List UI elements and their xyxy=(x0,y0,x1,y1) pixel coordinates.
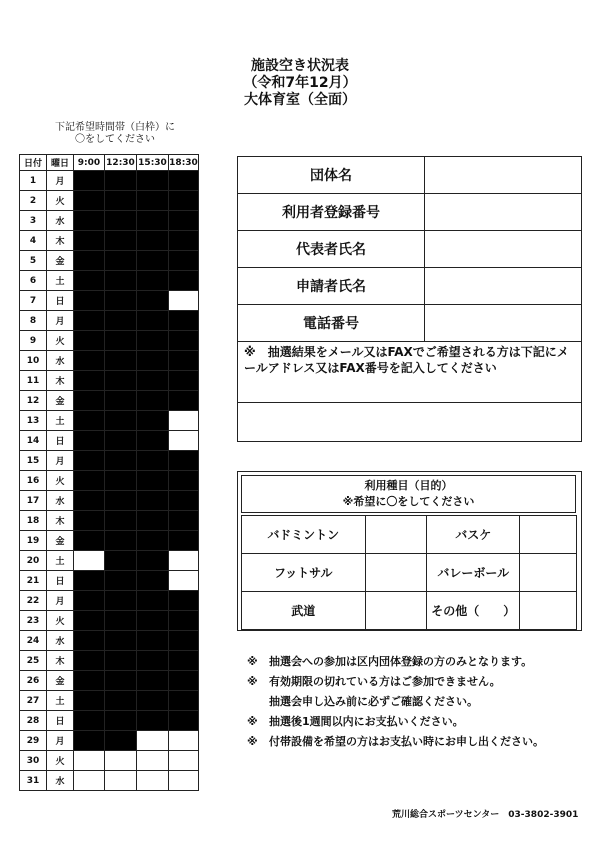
purpose-check-budo[interactable] xyxy=(365,592,427,630)
slot-booked xyxy=(105,251,137,271)
calendar-weekday: 金 xyxy=(47,391,74,411)
user-reg-no-label: 利用者登録番号 xyxy=(238,194,425,231)
calendar-row xyxy=(20,331,199,351)
calendar-weekday: 水 xyxy=(47,491,74,511)
slot-booked xyxy=(105,291,137,311)
slot-booked xyxy=(74,431,105,451)
calendar-column-header: 15:30 xyxy=(137,155,169,171)
slot-available[interactable] xyxy=(137,771,169,791)
slot-booked xyxy=(74,631,105,651)
calendar-date: 1 xyxy=(20,171,47,191)
purpose-table xyxy=(241,515,577,630)
calendar-date: 3 xyxy=(20,211,47,231)
calendar-date: 12 xyxy=(20,391,47,411)
calendar-date: 22 xyxy=(20,591,47,611)
slot-booked xyxy=(105,651,137,671)
calendar-date: 21 xyxy=(20,571,47,591)
calendar-date: 2 xyxy=(20,191,47,211)
slot-available[interactable] xyxy=(74,551,105,571)
calendar-weekday: 水 xyxy=(47,211,74,231)
slot-booked xyxy=(169,191,199,211)
calendar-weekday: 火 xyxy=(47,611,74,631)
calendar-weekday: 木 xyxy=(47,651,74,671)
slot-booked xyxy=(137,611,169,631)
calendar-date: 8 xyxy=(20,311,47,331)
purpose-check-basketball[interactable] xyxy=(520,516,577,554)
calendar-row xyxy=(20,631,199,651)
purpose-title: 利用種目（目的） xyxy=(364,479,453,492)
slot-booked xyxy=(137,431,169,451)
calendar-row xyxy=(20,271,199,291)
slot-booked xyxy=(74,691,105,711)
slot-booked xyxy=(169,531,199,551)
form-row-applicant-name xyxy=(238,268,582,305)
calendar-date: 15 xyxy=(20,451,47,471)
calendar-row xyxy=(20,171,199,191)
note-mark: ※ xyxy=(244,345,256,359)
slot-booked xyxy=(105,331,137,351)
slot-booked xyxy=(74,291,105,311)
purpose-label-other: その他（ ） xyxy=(427,592,520,630)
calendar-row xyxy=(20,551,199,571)
slot-booked xyxy=(105,311,137,331)
calendar-date: 10 xyxy=(20,351,47,371)
slot-booked xyxy=(74,371,105,391)
slot-booked xyxy=(105,411,137,431)
note-mark xyxy=(247,692,269,712)
note-text: 抽選会申し込み前に必ずご確認ください。 xyxy=(269,695,478,708)
contact-note xyxy=(238,342,582,403)
calendar-date: 31 xyxy=(20,771,47,791)
calendar-row xyxy=(20,411,199,431)
slot-booked xyxy=(74,651,105,671)
slot-booked xyxy=(169,651,199,671)
slot-booked xyxy=(137,351,169,371)
slot-booked xyxy=(74,451,105,471)
slot-booked xyxy=(169,631,199,651)
calendar-weekday: 月 xyxy=(47,171,74,191)
slot-booked xyxy=(74,211,105,231)
calendar-weekday: 土 xyxy=(47,691,74,711)
purpose-label-budo: 武道 xyxy=(242,592,366,630)
title-facility: 施設空き状況表 xyxy=(251,58,349,74)
slot-booked xyxy=(74,671,105,691)
slot-booked xyxy=(74,531,105,551)
slot-booked xyxy=(105,211,137,231)
calendar-date: 17 xyxy=(20,491,47,511)
note-item xyxy=(247,732,592,752)
note-text: 有効期限の切れている方はご参加できません。 xyxy=(269,675,501,688)
purpose-label-volleyball: バレーボール xyxy=(427,554,520,592)
calendar-row xyxy=(20,451,199,471)
calendar-row xyxy=(20,191,199,211)
slot-booked xyxy=(137,631,169,651)
slot-booked xyxy=(105,371,137,391)
calendar-column-header: 曜日 xyxy=(47,155,74,171)
slot-available[interactable] xyxy=(105,751,137,771)
slot-booked xyxy=(137,691,169,711)
calendar-date: 9 xyxy=(20,331,47,351)
slot-booked xyxy=(74,391,105,411)
slot-booked xyxy=(105,391,137,411)
applicant-name-label: 申請者氏名 xyxy=(238,268,425,305)
slot-booked xyxy=(169,711,199,731)
slot-booked xyxy=(74,471,105,491)
calendar-row xyxy=(20,351,199,371)
purpose-instruction: ※希望に〇をしてください xyxy=(342,495,475,508)
purpose-check-futsal[interactable] xyxy=(365,554,427,592)
calendar-weekday: 木 xyxy=(47,511,74,531)
slot-booked xyxy=(105,191,137,211)
rep-name-field[interactable] xyxy=(425,231,582,268)
calendar-row xyxy=(20,251,199,271)
calendar-date: 29 xyxy=(20,731,47,751)
slot-booked xyxy=(105,231,137,251)
calendar-weekday: 金 xyxy=(47,251,74,271)
note-text: 抽選結果をメール又はFAXでご希望される方は下記にメールアドレス又はFAX番号を記入してください xyxy=(244,345,569,375)
slot-booked xyxy=(137,671,169,691)
calendar-row xyxy=(20,371,199,391)
slot-booked xyxy=(169,391,199,411)
slot-booked xyxy=(105,491,137,511)
slot-booked xyxy=(137,711,169,731)
slot-booked xyxy=(169,211,199,231)
calendar-weekday: 土 xyxy=(47,411,74,431)
slot-booked xyxy=(137,251,169,271)
slot-booked xyxy=(74,171,105,191)
slot-booked xyxy=(74,731,105,751)
calendar-row xyxy=(20,611,199,631)
calendar-row xyxy=(20,231,199,251)
slot-booked xyxy=(169,171,199,191)
calendar-date: 28 xyxy=(20,711,47,731)
note-mark: ※ xyxy=(247,675,258,688)
calendar-date: 18 xyxy=(20,511,47,531)
calendar-weekday: 水 xyxy=(47,771,74,791)
slot-booked xyxy=(105,511,137,531)
slot-booked xyxy=(137,571,169,591)
slot-available[interactable] xyxy=(137,731,169,751)
slot-booked xyxy=(169,451,199,471)
slot-booked xyxy=(74,411,105,431)
purpose-label-badminton: バドミントン xyxy=(242,516,366,554)
calendar-weekday: 土 xyxy=(47,551,74,571)
calendar-row xyxy=(20,491,199,511)
slot-available[interactable] xyxy=(169,411,199,431)
calendar-weekday: 水 xyxy=(47,631,74,651)
note-text: 付帯設備を希望の方はお支払い時にお申し出ください。 xyxy=(269,735,544,748)
calendar-weekday: 月 xyxy=(47,591,74,611)
slot-available[interactable] xyxy=(74,771,105,791)
slot-booked xyxy=(105,531,137,551)
slot-booked xyxy=(137,371,169,391)
slot-booked xyxy=(74,491,105,511)
slot-available[interactable] xyxy=(169,291,199,311)
calendar-weekday: 火 xyxy=(47,191,74,211)
calendar-date: 5 xyxy=(20,251,47,271)
calendar-row xyxy=(20,591,199,611)
note-item xyxy=(247,672,592,692)
calendar-date: 24 xyxy=(20,631,47,651)
calendar-date: 27 xyxy=(20,691,47,711)
calendar-row xyxy=(20,471,199,491)
slot-booked xyxy=(105,431,137,451)
calendar-weekday: 木 xyxy=(47,231,74,251)
title-room: 大体育室（全面） xyxy=(244,92,356,108)
slot-available[interactable] xyxy=(137,751,169,771)
slot-available[interactable] xyxy=(105,771,137,791)
slot-booked xyxy=(74,351,105,371)
calendar-weekday: 日 xyxy=(47,571,74,591)
slot-booked xyxy=(169,371,199,391)
slot-booked xyxy=(169,271,199,291)
email-fax-field[interactable] xyxy=(238,403,582,442)
calendar-row xyxy=(20,671,199,691)
slot-booked xyxy=(74,331,105,351)
calendar-date: 11 xyxy=(20,371,47,391)
slot-booked xyxy=(169,231,199,251)
slot-booked xyxy=(105,671,137,691)
purpose-row-2 xyxy=(242,554,577,592)
slot-booked xyxy=(105,471,137,491)
slot-booked xyxy=(169,471,199,491)
slot-booked xyxy=(105,351,137,371)
calendar-date: 23 xyxy=(20,611,47,631)
calendar-row xyxy=(20,731,199,751)
calendar-row xyxy=(20,211,199,231)
calendar-weekday: 金 xyxy=(47,671,74,691)
group-name-field[interactable] xyxy=(425,157,582,194)
notes-list xyxy=(247,652,592,752)
calendar-header-row xyxy=(20,155,199,171)
calendar-weekday: 月 xyxy=(47,731,74,751)
slot-booked xyxy=(137,591,169,611)
purpose-label-futsal: フットサル xyxy=(242,554,366,592)
calendar-date: 13 xyxy=(20,411,47,431)
slot-booked xyxy=(74,271,105,291)
slot-booked xyxy=(105,451,137,471)
slot-booked xyxy=(137,231,169,251)
slot-booked xyxy=(137,651,169,671)
calendar-weekday: 木 xyxy=(47,371,74,391)
slot-booked xyxy=(74,611,105,631)
note-text: 抽選会への参加は区内団体登録の方のみとなります。 xyxy=(269,655,533,668)
slot-booked xyxy=(74,511,105,531)
slot-booked xyxy=(105,271,137,291)
slot-booked xyxy=(137,411,169,431)
calendar-weekday: 月 xyxy=(47,451,74,471)
footer-contact: 荒川総合スポーツセンター 03-3802-3901 xyxy=(392,810,579,820)
calendar-weekday: 月 xyxy=(47,311,74,331)
calendar-row xyxy=(20,751,199,771)
form-row-note xyxy=(238,342,582,403)
slot-booked xyxy=(137,171,169,191)
calendar-weekday: 日 xyxy=(47,711,74,731)
calendar-row xyxy=(20,391,199,411)
slot-booked xyxy=(137,211,169,231)
slot-available[interactable] xyxy=(169,571,199,591)
purpose-check-badminton[interactable] xyxy=(365,516,427,554)
availability-calendar xyxy=(19,154,199,791)
calendar-column-header: 9:00 xyxy=(74,155,105,171)
purpose-row-3 xyxy=(242,592,577,630)
note-mark: ※ xyxy=(247,715,258,728)
slot-booked xyxy=(137,551,169,571)
calendar-weekday: 水 xyxy=(47,351,74,371)
slot-booked xyxy=(137,291,169,311)
slot-booked xyxy=(74,311,105,331)
slot-booked xyxy=(137,531,169,551)
slot-booked xyxy=(105,711,137,731)
form-row-phone xyxy=(238,305,582,342)
slot-booked xyxy=(137,311,169,331)
calendar-date: 16 xyxy=(20,471,47,491)
slot-booked xyxy=(137,331,169,351)
note-item xyxy=(247,712,592,732)
calendar-weekday: 土 xyxy=(47,271,74,291)
phone-label: 電話番号 xyxy=(238,305,425,342)
slot-booked xyxy=(105,551,137,571)
note-item xyxy=(247,652,592,672)
group-name-label: 団体名 xyxy=(238,157,425,194)
calendar-date: 7 xyxy=(20,291,47,311)
note-mark: ※ xyxy=(247,655,258,668)
calendar-date: 30 xyxy=(20,751,47,771)
calendar-weekday: 火 xyxy=(47,471,74,491)
calendar-column-header: 12:30 xyxy=(105,155,137,171)
slot-available[interactable] xyxy=(169,431,199,451)
slot-booked xyxy=(137,511,169,531)
note-text: 抽選後1週間以内にお支払いください。 xyxy=(269,715,464,728)
calendar-weekday: 金 xyxy=(47,531,74,551)
calendar-weekday: 日 xyxy=(47,291,74,311)
purpose-header xyxy=(241,475,576,513)
calendar-column-header: 18:30 xyxy=(169,155,199,171)
calendar-row xyxy=(20,431,199,451)
slot-booked xyxy=(74,711,105,731)
calendar-row xyxy=(20,511,199,531)
note-item xyxy=(247,692,592,712)
calendar-date: 26 xyxy=(20,671,47,691)
purpose-check-other[interactable] xyxy=(520,592,577,630)
slot-booked xyxy=(105,171,137,191)
purpose-check-volleyball[interactable] xyxy=(520,554,577,592)
calendar-row xyxy=(20,711,199,731)
slot-booked xyxy=(74,251,105,271)
calendar-date: 6 xyxy=(20,271,47,291)
slot-booked xyxy=(105,691,137,711)
slot-booked xyxy=(169,251,199,271)
instruction-line2: 〇をしてください xyxy=(75,134,155,145)
slot-booked xyxy=(74,571,105,591)
slot-booked xyxy=(169,671,199,691)
user-reg-no-field[interactable] xyxy=(425,194,582,231)
slot-booked xyxy=(105,571,137,591)
calendar-row xyxy=(20,311,199,331)
calendar-weekday: 日 xyxy=(47,431,74,451)
rep-name-label: 代表者氏名 xyxy=(238,231,425,268)
slot-booked xyxy=(105,631,137,651)
slot-booked xyxy=(137,491,169,511)
slot-booked xyxy=(169,591,199,611)
slot-booked xyxy=(105,591,137,611)
slot-booked xyxy=(169,691,199,711)
slot-available[interactable] xyxy=(169,551,199,571)
slot-booked xyxy=(105,611,137,631)
applicant-info-form xyxy=(237,156,582,442)
purpose-label-basketball: バスケ xyxy=(427,516,520,554)
slot-booked xyxy=(105,731,137,751)
slot-booked xyxy=(74,231,105,251)
calendar-date: 19 xyxy=(20,531,47,551)
note-mark: ※ xyxy=(247,735,258,748)
slot-booked xyxy=(137,271,169,291)
slot-booked xyxy=(169,611,199,631)
calendar-column-header: 日付 xyxy=(20,155,47,171)
calendar-row xyxy=(20,571,199,591)
slot-booked xyxy=(169,491,199,511)
phone-field[interactable] xyxy=(425,305,582,342)
form-row-user-reg-no xyxy=(238,194,582,231)
slot-booked xyxy=(169,511,199,531)
purpose-box xyxy=(237,471,582,631)
slot-available[interactable] xyxy=(169,731,199,751)
slot-booked xyxy=(169,351,199,371)
slot-booked xyxy=(169,331,199,351)
calendar-row xyxy=(20,531,199,551)
slot-booked xyxy=(74,191,105,211)
calendar-row xyxy=(20,691,199,711)
slot-booked xyxy=(137,191,169,211)
instruction-line1: 下記希望時間帯（白枠）に xyxy=(55,122,175,133)
calendar-row xyxy=(20,651,199,671)
slot-available[interactable] xyxy=(169,751,199,771)
form-row-group-name xyxy=(238,157,582,194)
calendar-date: 25 xyxy=(20,651,47,671)
slot-available[interactable] xyxy=(74,751,105,771)
calendar-date: 20 xyxy=(20,551,47,571)
calendar-date: 14 xyxy=(20,431,47,451)
slot-available[interactable] xyxy=(169,771,199,791)
form-row-rep-name xyxy=(238,231,582,268)
calendar-row xyxy=(20,771,199,791)
calendar-date: 4 xyxy=(20,231,47,251)
purpose-row-1 xyxy=(242,516,577,554)
slot-booked xyxy=(137,451,169,471)
slot-booked xyxy=(137,471,169,491)
calendar-weekday: 火 xyxy=(47,751,74,771)
title-month: （令和7年12月） xyxy=(243,75,357,91)
slot-booked xyxy=(137,391,169,411)
slot-booked xyxy=(169,311,199,331)
form-row-contact xyxy=(238,403,582,442)
slot-booked xyxy=(74,591,105,611)
calendar-weekday: 火 xyxy=(47,331,74,351)
calendar-row xyxy=(20,291,199,311)
applicant-name-field[interactable] xyxy=(425,268,582,305)
